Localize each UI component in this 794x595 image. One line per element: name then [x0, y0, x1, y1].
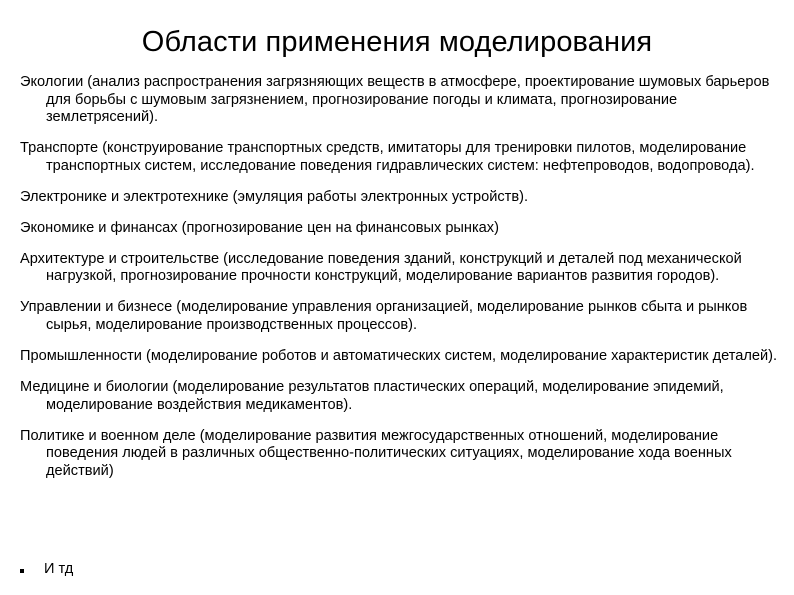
list-item-text: Экономике и финансах (прогнозирование цен на финансовых рынках) — [20, 219, 499, 236]
list-item-industry — [20, 348, 782, 366]
list-item-management — [20, 299, 782, 334]
list-item-text: Архитектуре и строительстве (исследование поведения зданий, конструкций и деталей под механической нагрузкой, прогнозирование прочности конструкций, моделирование вариантов развития городов). — [20, 250, 742, 285]
list-item-politics — [20, 428, 782, 481]
list-item-text: Медицине и биологии (моделирование результатов пластических операций, моделирование эпидемий, моделирование воздействия медикаментов). — [20, 379, 724, 413]
list-item-text: Управлении и бизнесе (моделирование управления организацией, моделирование рынков сбыта и рынков сырья, моделирование производственных процессов). — [20, 299, 748, 333]
list-item-transport — [20, 140, 782, 175]
list-item-text: Транспорте (конструирование транспортных средств, имитаторы для тренировки пилотов, моделирование транспортных систем, исследование поведения гидравлических систем: нефтепроводов, водопровода). — [20, 140, 755, 174]
list-item-economics — [20, 220, 782, 238]
list-item-text: Политике и военном деле (моделирование развития межгосударственных отношений, моделирование поведения людей в различных общественно-политических ситуациях, моделирование хода военных действий) — [20, 427, 732, 479]
list-item-text: Электронике и электротехнике (эмуляция работы электронных устройств). — [20, 188, 528, 205]
bullet-icon — [20, 569, 24, 573]
list-item-text: Промышленности (моделирование роботов и автоматических систем, моделирование характеристик деталей). — [20, 348, 778, 365]
slide-title: Области применения моделирования — [141, 26, 653, 58]
list-item-electronics — [20, 189, 782, 207]
list-item-medicine — [20, 379, 782, 414]
list-item-text: И тд — [44, 561, 74, 577]
list-item-architecture — [20, 251, 782, 286]
list-item-text: Экологии (анализ распространения загрязняющих веществ в атмосфере, проектирование шумовых барьеров для борьбы с шумовым загрязнением, прогнозирование погоды и климата, прогнозирование землетрясений). — [20, 74, 770, 125]
list-item-ecology — [20, 74, 782, 127]
application-areas-list — [20, 74, 782, 494]
